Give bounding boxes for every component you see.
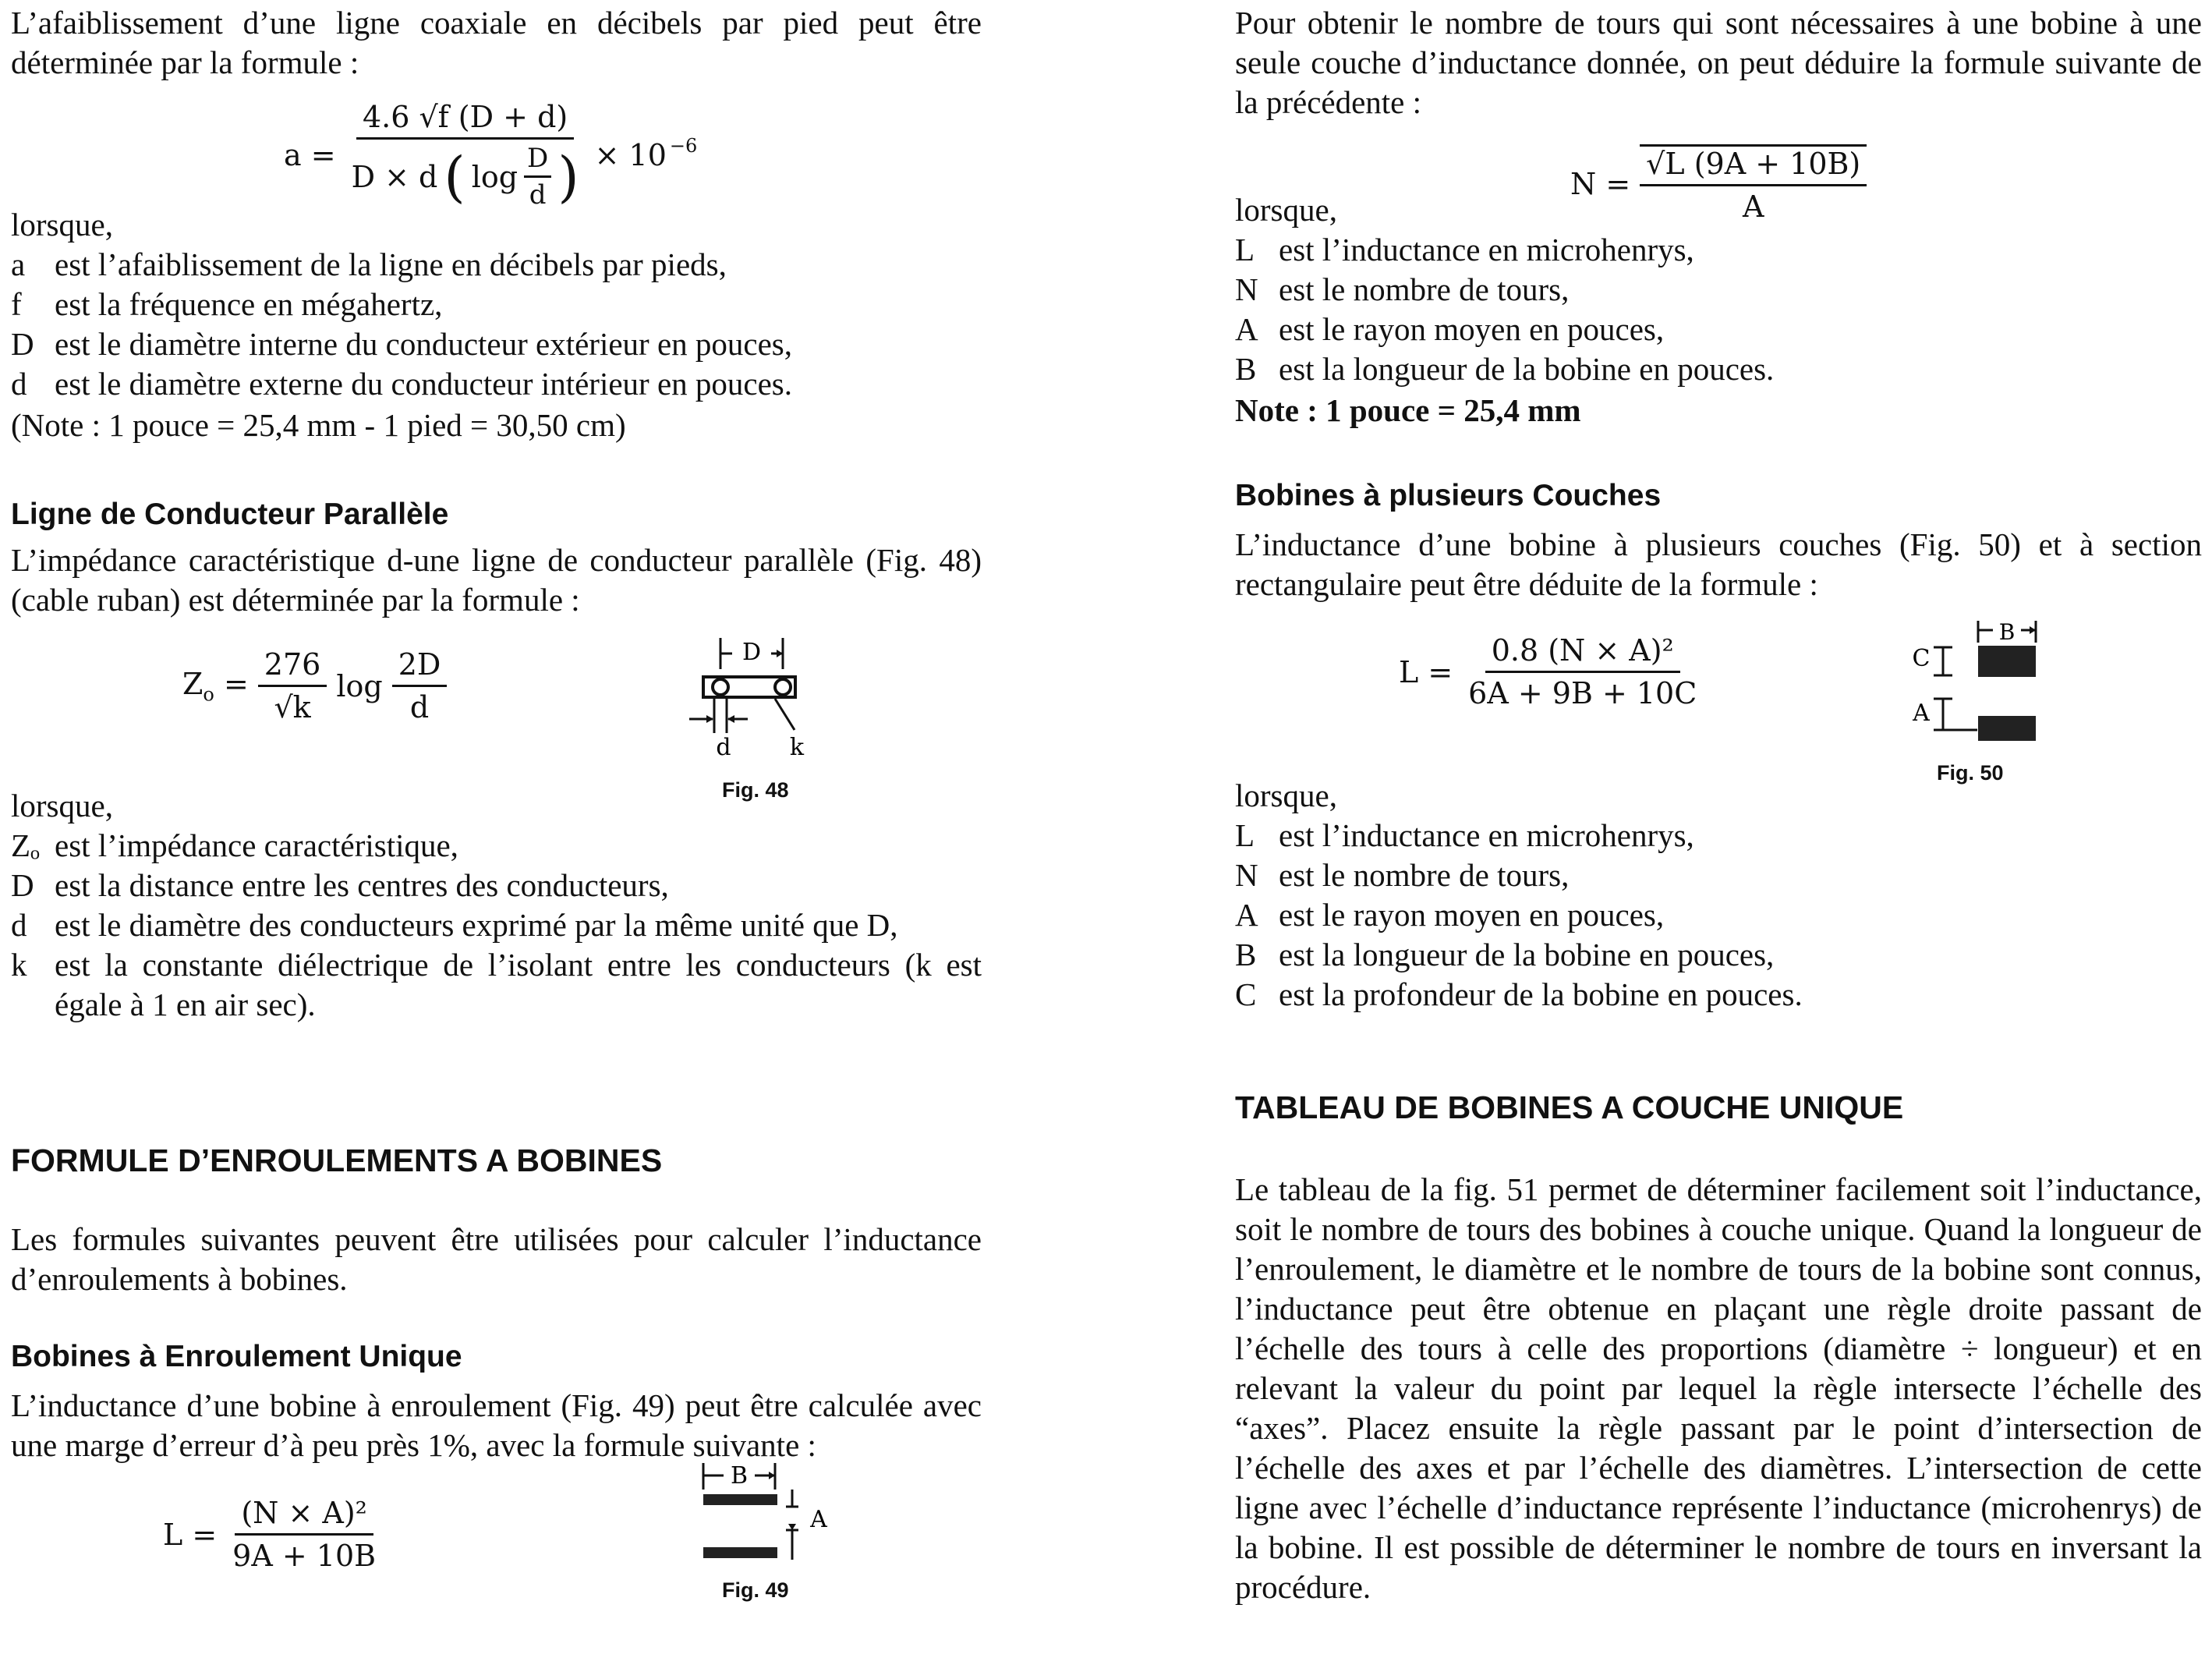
fig48-label-d: d [716,734,731,761]
unit-note: Note : 1 pouce = 25,4 mm [1235,392,1581,428]
fig49-label-A: A [810,1506,827,1533]
coax-formula-lhs: a = [284,138,336,172]
fig48-label-D: D [741,639,762,666]
coax-formula-log-den: d [529,179,547,211]
fig48-label-k: k [789,734,805,761]
turns-formula-den: A [1742,190,1764,224]
fig50-label-B: B [1998,619,2016,645]
definition-item: D est le diamètre interne du conducteur extérieur en pouces, [11,326,793,362]
turns-definitions [1235,230,2202,389]
lorsque-label: lorsque, [11,788,113,824]
coax-formula-log: log [471,159,518,194]
definition-item: Zₒ est l’impédance caractéristique, [11,827,458,863]
fig50-label-A: A [1913,700,1930,727]
lorsque-label: lorsque, [1235,778,1337,813]
turns-formula-lhs: N = [1570,167,1631,201]
definition-item: L est l’inductance en microhenrys, [1235,232,1694,267]
coil-formulas-intro: Les formules suivantes peuvent être utilisées pour calculer l’inductance d’enroulements à bobines. [11,1221,982,1297]
fig50-caption: Fig. 50 [1937,761,2004,785]
impedance-formula-lhs: Z [182,666,204,701]
coax-formula: a = 4.6 √f (D + d) D × d ( log $\frac{D}{d}$ ) × 10 $^{-6}$ [284,100,698,211]
impedance-formula-den: √k [274,690,311,724]
coax-definitions [11,245,982,404]
fig50-label-C: C [1912,645,1931,672]
definition-item: f est la fréquence en mégahertz, [11,286,443,322]
inductance-formula-den: 6A + 9B + 10C [1468,676,1697,710]
inductance-formula-single [163,1496,382,1573]
definition-item: N est le nombre de tours, [1235,857,1570,893]
inductance-formula-num: 0.8 (N × A)² [1485,633,1680,673]
heading-coil-formulas: FORMULE D’ENROULEMENTS A BOBINES [11,1142,663,1178]
coax-intro: L’afaiblissement d’une ligne coaxiale en décibels par pied peut être déterminée par la formule : [11,5,982,80]
inductance-formula-num: (N × A)² [235,1496,373,1536]
fig49-caption: Fig. 49 [722,1578,789,1602]
heading-parallel-line: Ligne de Conducteur Parallèle [11,498,449,531]
lorsque-label: lorsque, [11,207,113,243]
definition-item: D est la distance entre les centres des conducteurs, [11,867,669,903]
heading-single-layer-table: TABLEAU DE BOBINES A COUCHE UNIQUE [1235,1089,1904,1125]
definition-item: a est l’afaiblissement de la ligne en décibels par pieds, [11,246,727,282]
coax-formula-exponent: −6 [669,135,698,157]
coax-formula-numerator: 4.6 √f (D + d) [356,100,574,140]
unit-note: (Note : 1 pouce = 25,4 mm - 1 pied = 30,50 cm) [11,407,626,443]
coax-formula-den-prefix: D × d [351,159,438,194]
impedance-formula-num: 276 [258,647,327,687]
impedance-formula-log: log [336,668,383,703]
impedance-formula: $Z_o$ = $\frac{276}{√k}$ log $\frac{2D}{d}$ [182,647,447,724]
inductance-formula-lhs: L = [1399,654,1453,689]
definition-item: A est le rayon moyen en pouces, [1235,897,1665,933]
definition-item: C est la profondeur de la bobine en pouces. [1235,976,1803,1012]
inductance-formula-lhs: L = [163,1517,218,1552]
fig49-label-B: B [730,1462,749,1490]
fig48-diagram [689,632,822,772]
fig48-caption: Fig. 48 [722,778,789,802]
lorsque-label: lorsque, [1235,192,1337,228]
turns-intro: Pour obtenir le nombre de tours qui sont nécessaires à une bobine à une seule couche d’inductance donnée, on peut déduire la formule suivante de la précédente : [1235,5,2202,120]
inductance-formula-multi [1399,633,1703,710]
definition-item: L est l’inductance en microhenrys, [1235,817,1694,853]
impedance-formula-sub: o [203,683,214,706]
definition-item: d est le diamètre externe du conducteur intérieur en pouces. [11,366,793,402]
single-layer-table-text: Le tableau de la fig. 51 permet de déterminer facilement soit l’inductance, soit le nombre de tours des bobines à couche unique. Quand la longueur de l’enroulement, le diamètre et le nombre de tours de la bobine sont connus, l’inductance peut être obtenue en plaçant une règle droite passant de l’échelle des tours à celle des proportions (diamètre ÷ longueur) et en relevant la valeur du point par lequel la règle intersecte l’échelle des “axes”. Placez ensuite la règle passant par le point d’intersection de l’échelle des axes et par l’échelle des diamètres. L’intersection de cette ligne avec l’échelle d’inductance représente l’inductance (microhenrys) de la bobine. Il est possible de déterminer le nombre de tours en inversant la procédure. [1235,1171,2202,1605]
parallel-intro: L’impédance caractéristique d-une ligne de conducteur parallèle (Fig. 48) (cable ruban) est déterminée par la formule : [11,542,982,618]
fig50-diagram [1906,618,2054,750]
definition-item: k est la constante diélectrique de l’isolant entre les conducteurs (k est égale à 1 en air sec). [11,947,982,1022]
definition-item: B est la longueur de la bobine en pouces, [1235,937,1775,972]
heading-multi-layer: Bobines à plusieurs Couches [1235,479,1662,512]
definition-item: B est la longueur de la bobine en pouces. [1235,351,1775,387]
fig49-diagram [689,1458,845,1575]
impedance-definitions [11,826,982,1025]
coax-formula-log-num: D [524,143,551,178]
impedance-formula-log-den: d [409,690,430,724]
coax-formula-factor: × 10 [594,138,667,172]
multi-layer-definitions [1235,816,2202,1015]
definition-item: d est le diamètre des conducteurs exprimé par la même unité que D, [11,907,898,943]
heading-single-winding: Bobines à Enroulement Unique [11,1340,462,1373]
inductance-formula-den: 9A + 10B [232,1539,377,1573]
turns-formula-num: √L (9A + 10B) [1640,144,1867,186]
impedance-formula-log-num: 2D [392,647,448,687]
definition-item: N est le nombre de tours, [1235,271,1570,307]
definition-item: A est le rayon moyen en pouces, [1235,311,1665,347]
multi-layer-intro: L’inductance d’une bobine à plusieurs couches (Fig. 50) et à section rectangulaire peut être déduite de la formule : [1235,526,2202,602]
turns-formula [1570,144,1867,224]
single-winding-intro: L’inductance d’une bobine à enroulement (Fig. 49) peut être calculée avec une marge d’erreur d’à peu près 1%, avec la formule suivante : [11,1387,982,1463]
